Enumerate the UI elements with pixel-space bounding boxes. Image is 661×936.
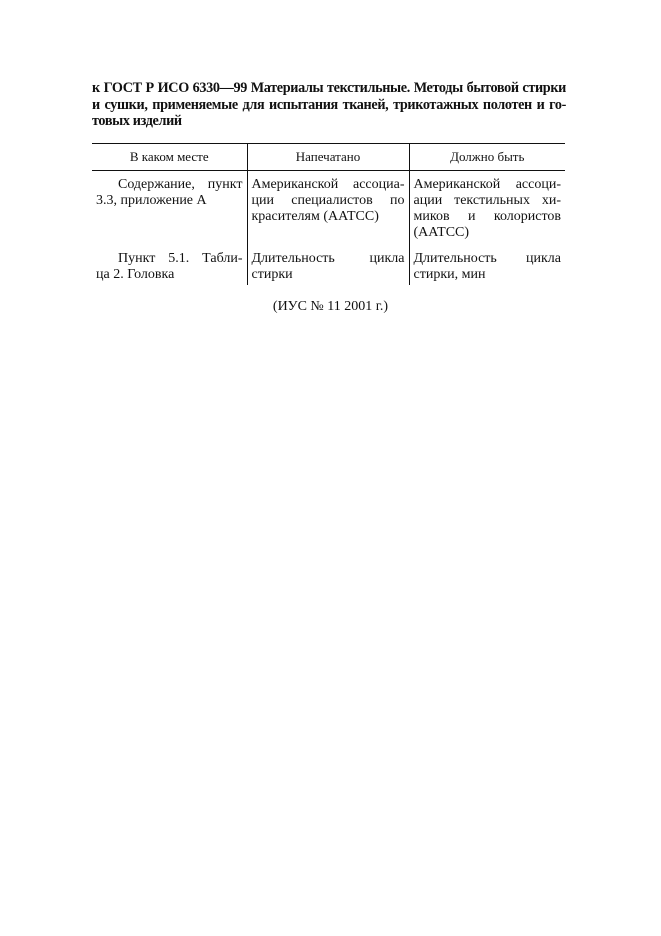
cell-line: Длительность цикла xyxy=(413,251,561,266)
header-should-be: Должно быть xyxy=(409,144,565,171)
cell-line: миков и колористов xyxy=(413,209,561,224)
amendment-heading xyxy=(92,80,566,130)
table-row xyxy=(92,241,565,285)
cell-line: красителям (ААТСС) xyxy=(251,209,379,224)
cell-line: (ААТСС) xyxy=(413,225,470,240)
cell-line: 3.3, приложение А xyxy=(96,193,207,208)
errata-table-container xyxy=(92,143,565,285)
cell-printed xyxy=(247,241,409,285)
cell-place xyxy=(92,241,247,285)
table-row xyxy=(92,171,565,242)
cell-should-be xyxy=(409,241,565,285)
header-place: В каком месте xyxy=(129,149,209,164)
table-header-row xyxy=(92,144,565,171)
cell-printed xyxy=(247,171,409,242)
cell-line: Американской ассоци- xyxy=(413,177,561,192)
cell-line: Содержание, пункт xyxy=(118,177,243,192)
cell-should-be xyxy=(409,171,565,242)
cell-line: ца 2. Головка xyxy=(96,267,175,282)
heading-line-3: товых изделий xyxy=(92,113,182,129)
errata-table xyxy=(92,143,565,285)
cell-line: ции специалистов по xyxy=(251,193,405,208)
cell-place xyxy=(92,171,247,242)
cell-line: стирки xyxy=(251,267,293,282)
cell-line: ации текстильных хи- xyxy=(413,193,561,208)
cell-line: Длительность цикла xyxy=(251,251,405,266)
header-printed: Напечатано xyxy=(247,144,409,171)
heading-line-1: к ГОСТ Р ИСО 6330—99 Материалы текстильные. Методы бытовой стирки xyxy=(92,80,566,96)
source-reference: (ИУС № 11 2001 г.) xyxy=(272,299,389,314)
cell-line: стирки, мин xyxy=(413,267,486,282)
cell-line: Американской ассоциа- xyxy=(251,177,405,192)
heading-line-2: и сушки, применяемые для испытания тканей, трикотажных полотен и го- xyxy=(92,96,566,113)
cell-line: Пункт 5.1. Табли- xyxy=(118,251,243,266)
